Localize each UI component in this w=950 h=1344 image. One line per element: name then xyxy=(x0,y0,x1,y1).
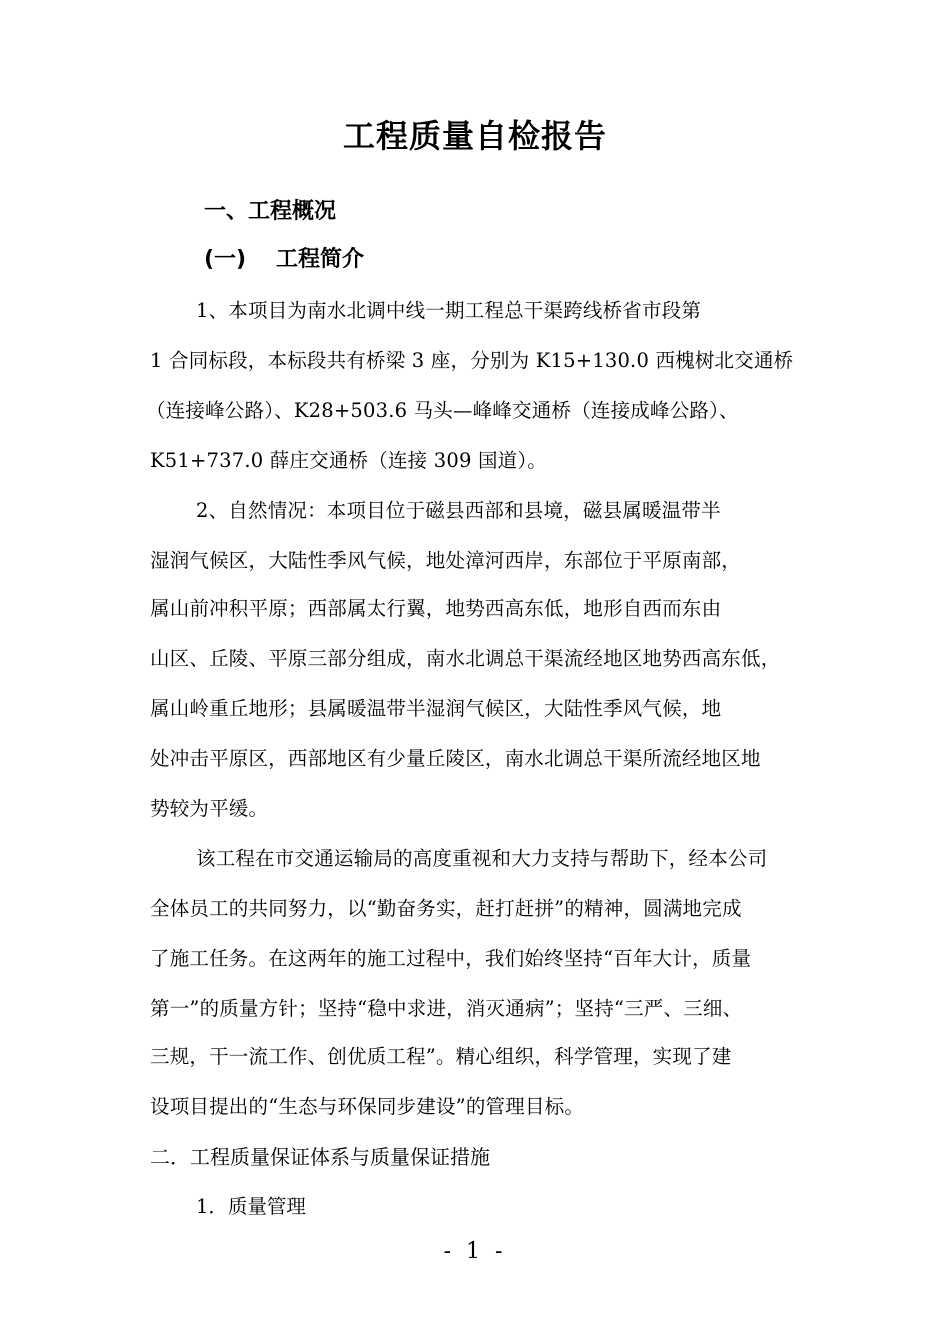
subsection-heading-intro xyxy=(204,244,364,276)
paragraph-line: （连接峰公路）、K28+503.6 马头—峰峰交通桥（连接成峰公路）、 xyxy=(146,399,739,422)
section-heading-quality-assurance: 二．工程质量保证体系与质量保证措施 xyxy=(150,1145,490,1169)
paragraph-line: 湿润气候区，大陆性季风气候，地处漳河西岸，东部位于平原南部， xyxy=(150,549,742,572)
subsection-label: 工程简介 xyxy=(276,247,365,272)
paragraph-line: 了施工任务。在这两年的施工过程中，我们始终坚持“百年大计，质量 xyxy=(150,947,752,970)
paragraph-line: K51+737.0 薛庄交通桥（连接 309 国道）。 xyxy=(150,449,548,472)
sub-item-quality-management: 1．质量管理 xyxy=(196,1195,306,1218)
paragraph-line: 全体员工的共同努力，以“勤奋务实，赶打赶拼”的精神，圆满地完成 xyxy=(150,897,742,920)
paragraph-line: 山区、丘陵、平原三部分组成，南水北调总干渠流经地区地势西高东低， xyxy=(150,647,781,670)
paragraph-line: 设项目提出的“生态与环保同步建设”的管理目标。 xyxy=(150,1095,585,1118)
paragraph-line: 势较为平缓。 xyxy=(150,797,269,820)
paragraph-line: 属山岭重丘地形；县属暖温带半湿润气候区，大陆性季风气候，地 xyxy=(150,697,722,720)
subsection-number: (一) xyxy=(204,247,247,272)
section-heading-overview: 一、工程概况 xyxy=(204,199,337,224)
paragraph-line: 该工程在市交通运输局的高度重视和大力支持与帮助下，经本公司 xyxy=(196,847,768,870)
paragraph-line: 处冲击平原区，西部地区有少量丘陵区，南水北调总干渠所流经地区地 xyxy=(150,747,761,770)
paragraph-line: 属山前冲积平原；西部属太行翼，地势西高东低，地形自西而东由 xyxy=(150,597,722,620)
paragraph-line: 第一”的质量方针；坚持“稳中求进，消灭通病”；坚持“三严、三细、 xyxy=(150,997,743,1020)
paragraph-line: 2、自然情况：本项目位于磁县西部和县境，磁县属暖温带半 xyxy=(196,499,721,522)
paragraph-line: 1、本项目为南水北调中线一期工程总干渠跨线桥省市段第 xyxy=(196,299,702,322)
report-title: 工程质量自检报告 xyxy=(342,117,607,155)
paragraph-line: 三规，干一流工作、创优质工程”。精心组织，科学管理，实现了建 xyxy=(150,1045,732,1068)
paragraph-line: 1 合同标段，本标段共有桥梁 3 座，分别为 K15+130.0 西槐树北交通桥 xyxy=(150,349,794,372)
page-number: - 1 - xyxy=(443,1239,507,1264)
